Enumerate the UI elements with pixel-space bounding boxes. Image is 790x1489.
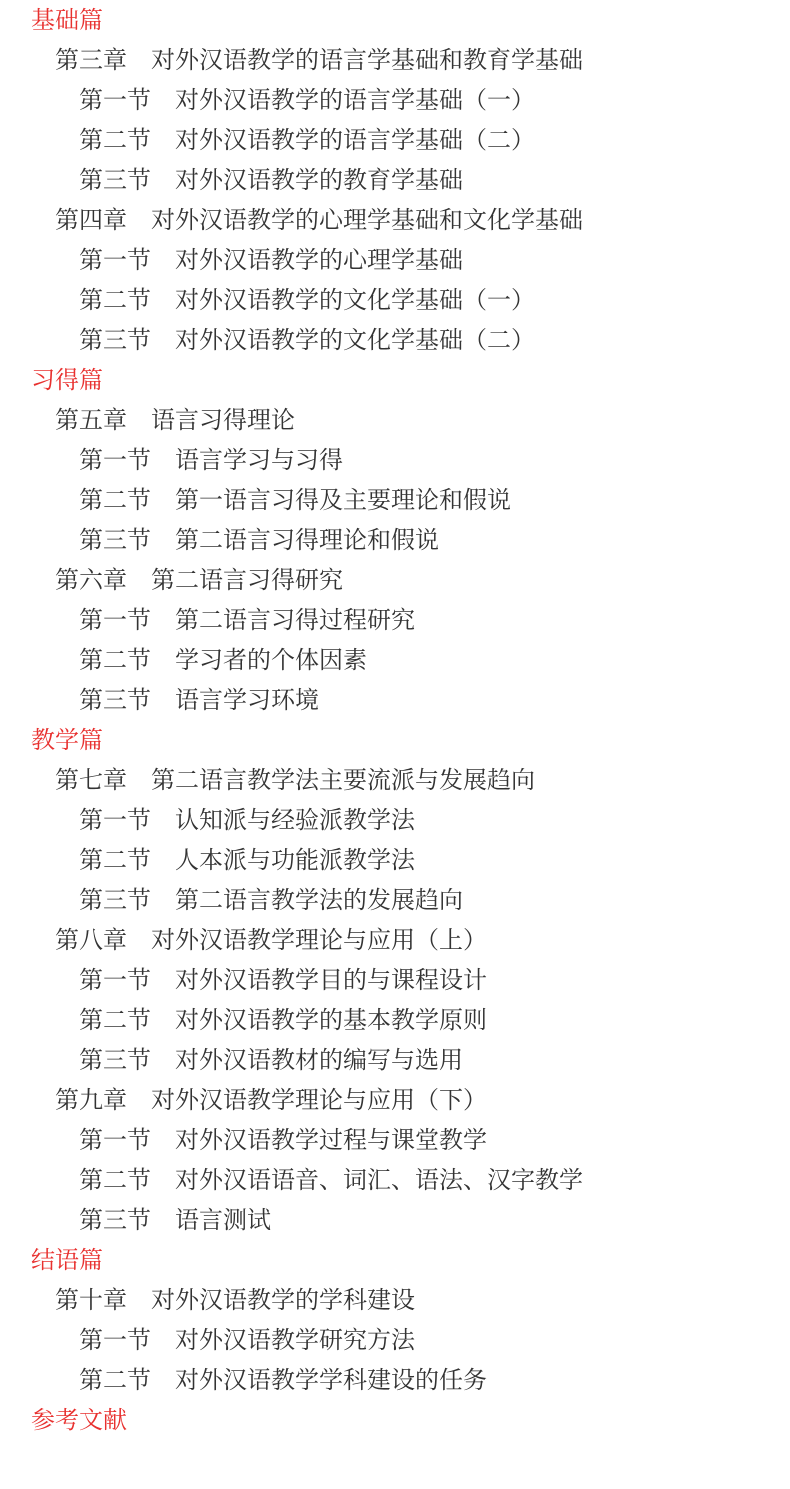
section-number: 第三节 bbox=[79, 686, 151, 714]
section-title: 对外汉语教学的语言学基础（一） bbox=[175, 86, 535, 114]
toc-section[interactable] bbox=[0, 1320, 790, 1360]
section-number: 第二节 bbox=[79, 1006, 151, 1034]
section-title: 语言测试 bbox=[175, 1206, 271, 1234]
section-number: 第三节 bbox=[79, 166, 151, 194]
toc-section[interactable] bbox=[0, 600, 790, 640]
toc-part[interactable]: 参考文献 bbox=[31, 1406, 127, 1434]
toc-part[interactable]: 习得篇 bbox=[31, 366, 103, 394]
section-number: 第二节 bbox=[79, 1366, 151, 1394]
chapter-number: 第九章 bbox=[55, 1086, 127, 1114]
toc-section[interactable] bbox=[0, 240, 790, 280]
chapter-number: 第三章 bbox=[55, 46, 127, 74]
section-title: 对外汉语教学目的与课程设计 bbox=[175, 966, 487, 994]
toc-chapter[interactable] bbox=[0, 1080, 790, 1120]
section-number: 第一节 bbox=[79, 966, 151, 994]
section-title: 对外汉语教学的教育学基础 bbox=[175, 166, 463, 194]
section-title: 第一语言习得及主要理论和假说 bbox=[175, 486, 511, 514]
toc-chapter[interactable] bbox=[0, 760, 790, 800]
chapter-number: 第八章 bbox=[55, 926, 127, 954]
section-number: 第三节 bbox=[79, 886, 151, 914]
section-number: 第三节 bbox=[79, 1046, 151, 1074]
toc-section[interactable] bbox=[0, 1000, 790, 1040]
toc-section[interactable] bbox=[0, 1160, 790, 1200]
chapter-title: 对外汉语教学理论与应用（上） bbox=[151, 926, 487, 954]
toc-chapter[interactable] bbox=[0, 40, 790, 80]
toc-section[interactable] bbox=[0, 120, 790, 160]
section-number: 第二节 bbox=[79, 646, 151, 674]
section-number: 第二节 bbox=[79, 286, 151, 314]
section-number: 第一节 bbox=[79, 1126, 151, 1154]
section-number: 第二节 bbox=[79, 486, 151, 514]
section-title: 语言学习与习得 bbox=[175, 446, 343, 474]
toc-section[interactable] bbox=[0, 320, 790, 360]
toc-section[interactable] bbox=[0, 160, 790, 200]
chapter-title: 对外汉语教学的语言学基础和教育学基础 bbox=[151, 46, 583, 74]
section-title: 第二语言习得理论和假说 bbox=[175, 526, 439, 554]
toc-chapter[interactable] bbox=[0, 920, 790, 960]
section-number: 第三节 bbox=[79, 326, 151, 354]
section-title: 语言学习环境 bbox=[175, 686, 319, 714]
chapter-number: 第五章 bbox=[55, 406, 127, 434]
chapter-number: 第六章 bbox=[55, 566, 127, 594]
section-title: 第二语言教学法的发展趋向 bbox=[175, 886, 463, 914]
toc-section[interactable] bbox=[0, 800, 790, 840]
toc-section[interactable] bbox=[0, 680, 790, 720]
toc-section[interactable] bbox=[0, 520, 790, 560]
toc-section[interactable] bbox=[0, 880, 790, 920]
section-title: 第二语言习得过程研究 bbox=[175, 606, 415, 634]
section-title: 认知派与经验派教学法 bbox=[175, 806, 415, 834]
chapter-title: 对外汉语教学理论与应用（下） bbox=[151, 1086, 487, 1114]
toc-section[interactable] bbox=[0, 80, 790, 120]
toc-chapter[interactable] bbox=[0, 560, 790, 600]
toc-chapter[interactable] bbox=[0, 1280, 790, 1320]
section-number: 第一节 bbox=[79, 246, 151, 274]
section-title: 学习者的个体因素 bbox=[175, 646, 367, 674]
section-title: 人本派与功能派教学法 bbox=[175, 846, 415, 874]
chapter-title: 对外汉语教学的学科建设 bbox=[151, 1286, 415, 1314]
chapter-number: 第七章 bbox=[55, 766, 127, 794]
chapter-title: 语言习得理论 bbox=[151, 406, 295, 434]
section-title: 对外汉语教学的语言学基础（二） bbox=[175, 126, 535, 154]
toc-section[interactable] bbox=[0, 1120, 790, 1160]
section-number: 第二节 bbox=[79, 126, 151, 154]
toc-section[interactable] bbox=[0, 280, 790, 320]
chapter-number: 第十章 bbox=[55, 1286, 127, 1314]
toc-chapter[interactable] bbox=[0, 400, 790, 440]
chapter-title: 对外汉语教学的心理学基础和文化学基础 bbox=[151, 206, 583, 234]
section-number: 第一节 bbox=[79, 446, 151, 474]
toc-section[interactable] bbox=[0, 440, 790, 480]
toc-part[interactable]: 结语篇 bbox=[31, 1246, 103, 1274]
section-number: 第三节 bbox=[79, 526, 151, 554]
section-title: 对外汉语教学学科建设的任务 bbox=[175, 1366, 487, 1394]
section-number: 第一节 bbox=[79, 806, 151, 834]
section-number: 第一节 bbox=[79, 86, 151, 114]
chapter-title: 第二语言教学法主要流派与发展趋向 bbox=[151, 766, 535, 794]
section-title: 对外汉语教学的心理学基础 bbox=[175, 246, 463, 274]
section-number: 第三节 bbox=[79, 1206, 151, 1234]
section-title: 对外汉语教学研究方法 bbox=[175, 1326, 415, 1354]
toc-section[interactable] bbox=[0, 1040, 790, 1080]
section-title: 对外汉语教学过程与课堂教学 bbox=[175, 1126, 487, 1154]
toc-section[interactable] bbox=[0, 1360, 790, 1400]
toc-section[interactable] bbox=[0, 1200, 790, 1240]
section-title: 对外汉语教材的编写与选用 bbox=[175, 1046, 463, 1074]
chapter-number: 第四章 bbox=[55, 206, 127, 234]
toc-part[interactable]: 基础篇 bbox=[31, 6, 103, 34]
section-title: 对外汉语教学的基本教学原则 bbox=[175, 1006, 487, 1034]
section-number: 第二节 bbox=[79, 1166, 151, 1194]
chapter-title: 第二语言习得研究 bbox=[151, 566, 343, 594]
toc-part[interactable]: 教学篇 bbox=[31, 726, 103, 754]
toc-section[interactable] bbox=[0, 640, 790, 680]
section-title: 对外汉语教学的文化学基础（一） bbox=[175, 286, 535, 314]
section-number: 第一节 bbox=[79, 606, 151, 634]
toc-section[interactable] bbox=[0, 840, 790, 880]
section-number: 第二节 bbox=[79, 846, 151, 874]
section-number: 第一节 bbox=[79, 1326, 151, 1354]
section-title: 对外汉语语音、词汇、语法、汉字教学 bbox=[175, 1166, 583, 1194]
section-title: 对外汉语教学的文化学基础（二） bbox=[175, 326, 535, 354]
toc-section[interactable] bbox=[0, 960, 790, 1000]
toc-section[interactable] bbox=[0, 480, 790, 520]
toc-chapter[interactable] bbox=[0, 200, 790, 240]
